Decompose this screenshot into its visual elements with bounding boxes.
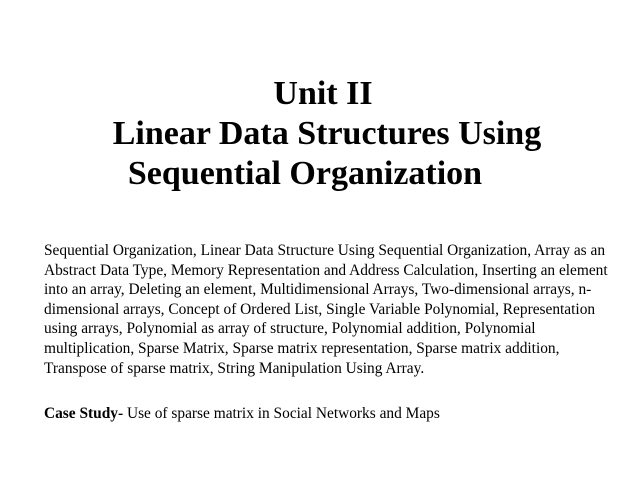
title-line-subject: Linear Data Structures Using bbox=[112, 115, 542, 152]
slide-title bbox=[0, 74, 640, 194]
title-line-unit: Unit II bbox=[273, 75, 373, 112]
case-study-label: Case Study- bbox=[44, 405, 124, 422]
case-study-text: Use of sparse matrix in Social Networks and Maps bbox=[123, 405, 440, 422]
title-line-subject-cont: Sequential Organization bbox=[127, 155, 483, 192]
case-study bbox=[44, 404, 614, 424]
syllabus-topics: Sequential Organization, Linear Data Structure Using Sequential Organization, Array as an Abstract Data Type, Memory Representation and Address Calculation, Inserting an element into an array, Deleting an element, Multidimensional Arrays, Two-dimensional arrays, n- dimensional arrays, Concept of Ordered List, Single Variable Polynomial, Representation using arrays, Polynomial as array of structure, Polynomial addition, Polynomial multiplication, Sparse Matrix, Sparse matrix representation, Sparse matrix addition, Transpose of sparse matrix, String Manipulation Using Array. bbox=[44, 242, 608, 377]
